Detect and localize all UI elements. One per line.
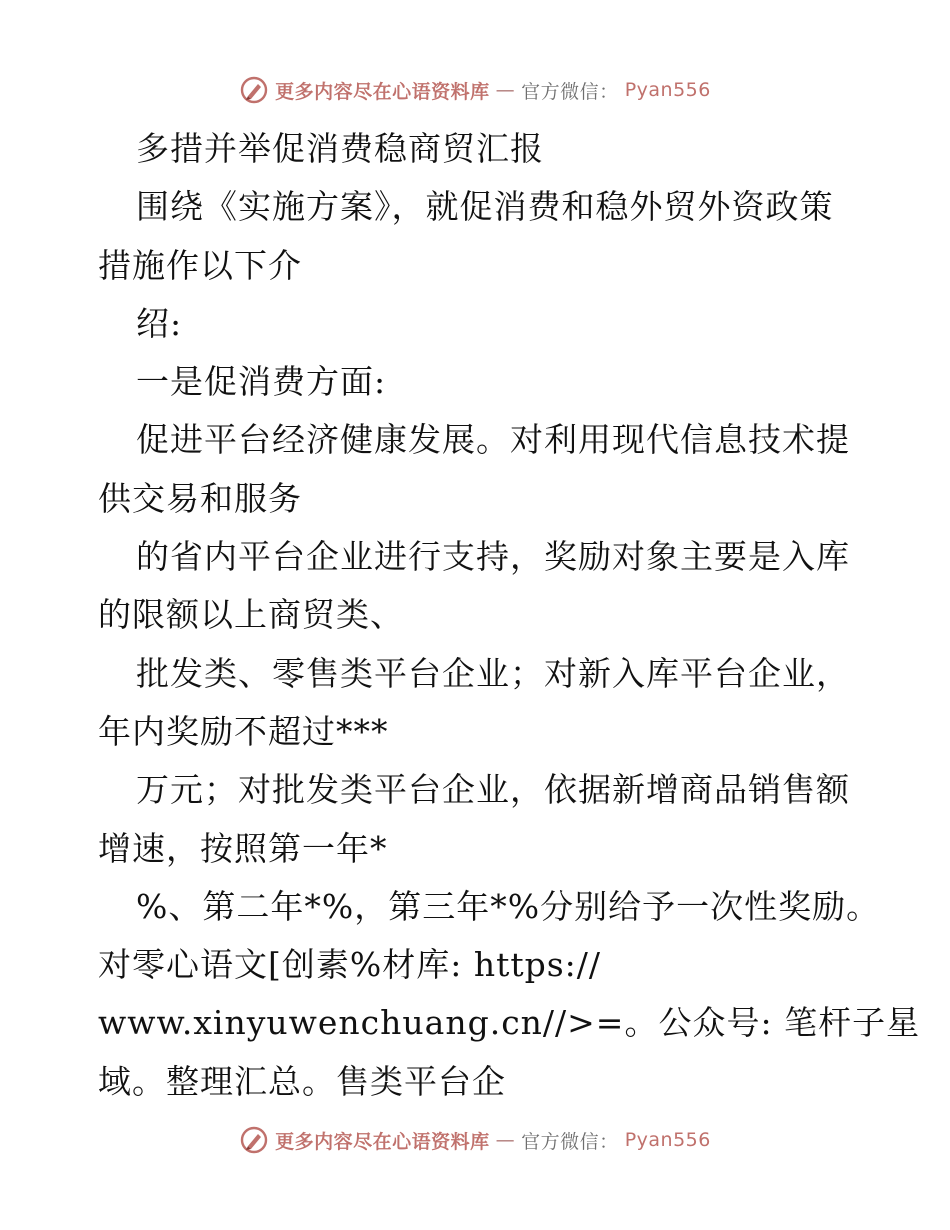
paragraph-line: 万元；对批发类平台企业，依据新增商品销售额 <box>136 770 850 810</box>
paragraph-line: 批发类、零售类平台企业；对新入库平台企业， <box>136 653 850 693</box>
watermark-wechat-id: Pyan556 <box>624 79 711 101</box>
section-heading: 一是促消费方面: <box>136 362 387 402</box>
paragraph-line: www.xinyuwenchuang.cn//>=。公众号: 笔杆子星 <box>98 1003 921 1043</box>
footer-watermark <box>0 1120 950 1160</box>
document-title: 多措并举促消费稳商贸汇报 <box>136 129 544 168</box>
watermark-dash: — <box>495 1129 516 1151</box>
paragraph-line: %、第二年*%，第三年*%分别给予一次性奖励。 <box>136 886 881 926</box>
watermark-banner <box>239 75 711 105</box>
watermark-main-text: 更多内容尽在心语资料库 <box>275 80 490 103</box>
paragraph-line: 绍: <box>136 303 183 343</box>
paragraph-line: 的限额以上商贸类、 <box>98 595 404 635</box>
paragraph-line: 增速，按照第一年* <box>98 828 388 868</box>
paragraph-line: 对零心语文[创素%材库: https:// <box>98 945 602 985</box>
document-body <box>98 120 921 1111</box>
pen-logo-icon <box>239 75 269 105</box>
header-watermark <box>0 70 950 110</box>
watermark-wechat-label: 官方微信： <box>521 1130 619 1153</box>
paragraph-line: 供交易和服务 <box>98 478 302 518</box>
watermark-wechat-id: Pyan556 <box>624 1129 711 1151</box>
paragraph-line: 年内奖励不超过*** <box>98 711 389 751</box>
paragraph-line: 的省内平台企业进行支持，奖励对象主要是入库 <box>136 537 850 577</box>
watermark-main-text: 更多内容尽在心语资料库 <box>275 1130 490 1153</box>
paragraph-line: 域。整理汇总。售类平台企 <box>98 1061 506 1101</box>
paragraph-line: 促进平台经济健康发展。对利用现代信息技术提 <box>136 420 850 460</box>
paragraph-line: 措施作以下介 <box>98 245 302 285</box>
watermark-banner <box>239 1125 711 1155</box>
paragraph-line: 围绕《实施方案》，就促消费和稳外贸外资政策 <box>136 187 834 227</box>
pen-logo-icon <box>239 1125 269 1155</box>
watermark-wechat-label: 官方微信： <box>521 80 619 103</box>
watermark-dash: — <box>495 79 516 101</box>
